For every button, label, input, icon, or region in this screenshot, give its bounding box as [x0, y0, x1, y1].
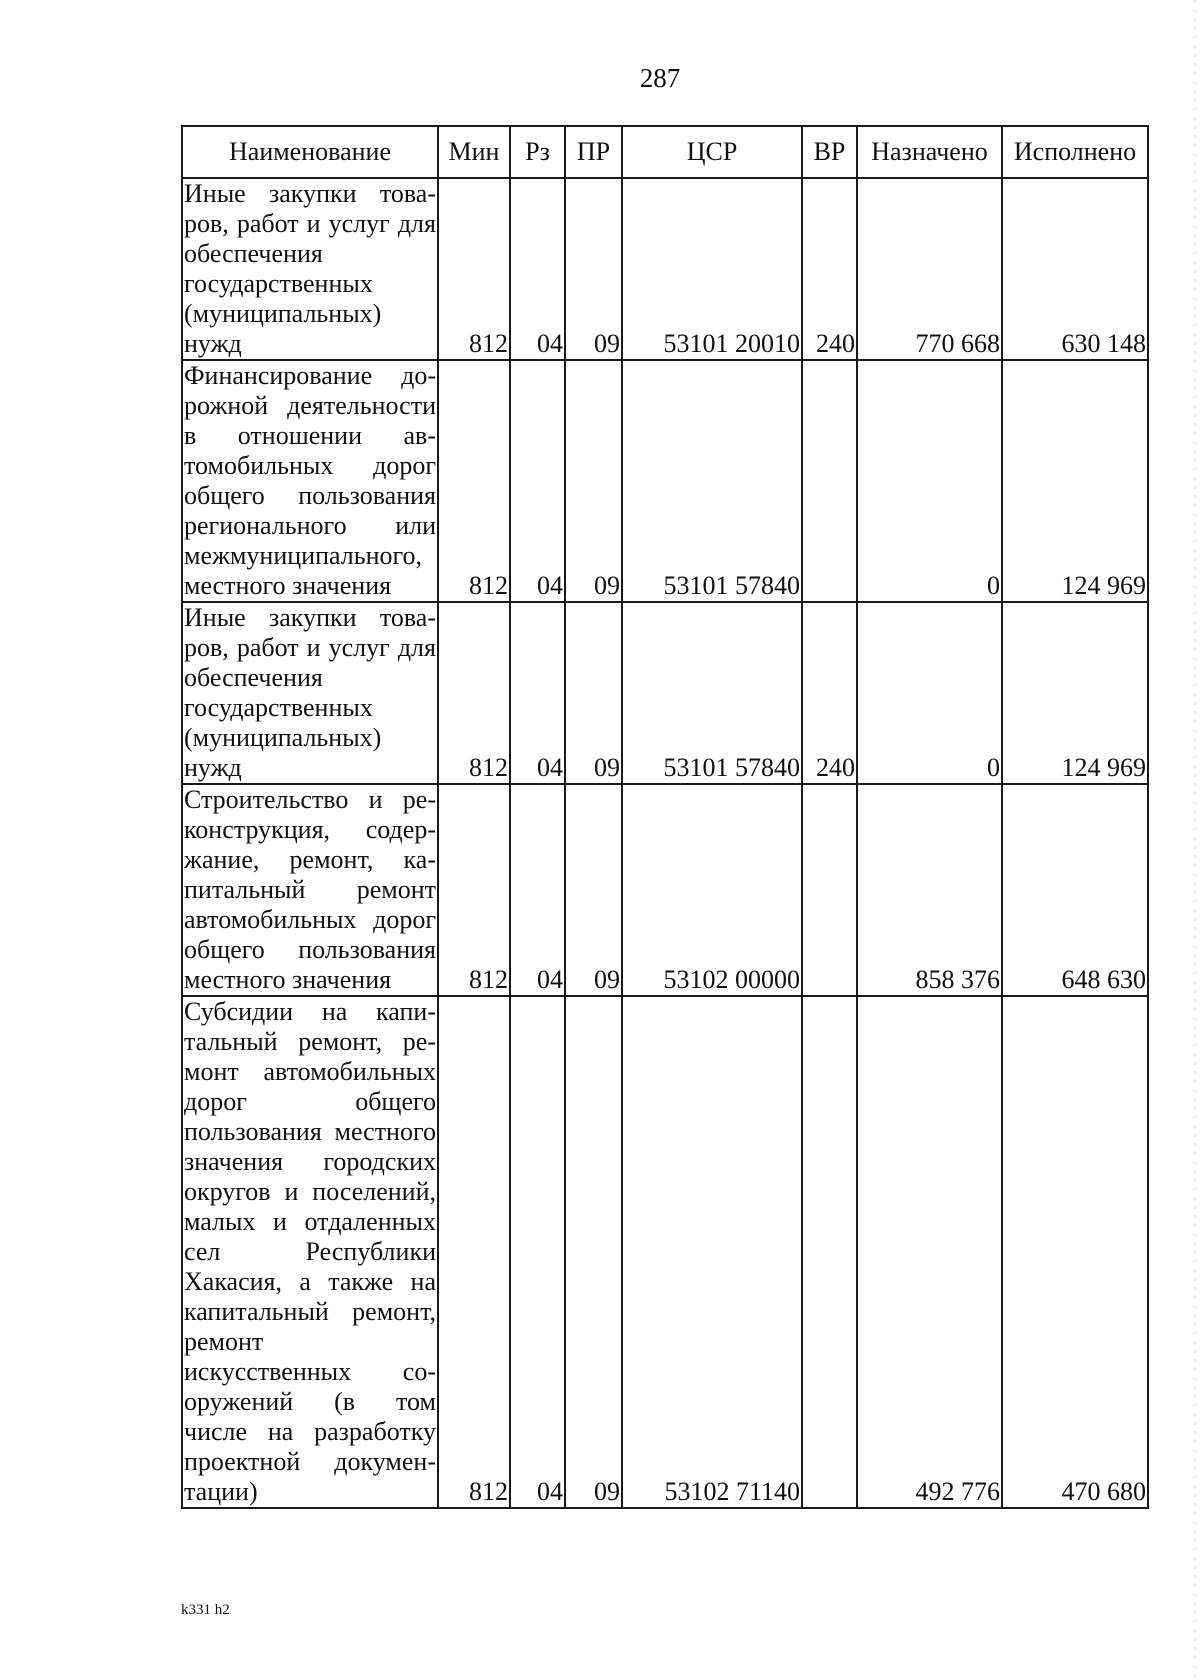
header-min: Мин: [438, 126, 510, 178]
row-assigned: 0: [857, 360, 1002, 602]
row-min: 812: [438, 602, 510, 784]
row-csr: 53102 71140: [622, 996, 802, 1508]
row-rz: 04: [510, 996, 565, 1508]
row-assigned: 770 668: [857, 178, 1002, 360]
row-vr: [802, 360, 857, 602]
row-assigned: 0: [857, 602, 1002, 784]
budget-execution-table: [181, 125, 1149, 1509]
row-pr: 09: [565, 178, 622, 360]
row-min: 812: [438, 996, 510, 1508]
row-pr: 09: [565, 602, 622, 784]
page-number: 287: [639, 63, 681, 93]
header-vr: ВР: [802, 126, 857, 178]
row-name: Финансирование дорожной деятельности в отношении автомобильных дорог общего пользования регионального или межмуниципального, местного значения: [184, 361, 436, 600]
row-name: Иные закупки товаров, работ и услуг для обеспечения государственных (муниципальных) нужд: [184, 179, 436, 358]
table-header-row: [182, 126, 1148, 178]
table-row: [182, 360, 1148, 602]
row-executed: 630 148: [1002, 178, 1148, 360]
table-row: [182, 996, 1148, 1508]
row-rz: 04: [510, 784, 565, 996]
row-csr: 53101 57840: [622, 360, 802, 602]
header-rz: Рз: [510, 126, 565, 178]
row-pr: 09: [565, 784, 622, 996]
header-assigned: Назначено: [857, 126, 1002, 178]
row-rz: 04: [510, 360, 565, 602]
row-vr: 240: [802, 178, 857, 360]
row-executed: 470 680: [1002, 996, 1148, 1508]
row-executed: 124 969: [1002, 360, 1148, 602]
row-name: Строительство и реконструкция, содержание, ремонт, капитальный ремонт автомобильных дорог общего пользования местного значения: [184, 785, 436, 994]
row-vr: 240: [802, 602, 857, 784]
header-name: Наименование: [182, 126, 438, 178]
row-min: 812: [438, 360, 510, 602]
header-csr: ЦСР: [622, 126, 802, 178]
row-rz: 04: [510, 178, 565, 360]
row-vr: [802, 996, 857, 1508]
row-pr: 09: [565, 360, 622, 602]
row-csr: 53102 00000: [622, 784, 802, 996]
header-pr: ПР: [565, 126, 622, 178]
row-csr: 53101 57840: [622, 602, 802, 784]
scan-edge-artifact: [1194, 0, 1196, 1680]
row-name: Иные закупки товаров, работ и услуг для обеспечения государственных (муниципальных) нужд: [184, 603, 436, 782]
row-min: 812: [438, 784, 510, 996]
row-pr: 09: [565, 996, 622, 1508]
table-row: [182, 178, 1148, 360]
row-assigned: 858 376: [857, 784, 1002, 996]
row-min: 812: [438, 178, 510, 360]
row-assigned: 492 776: [857, 996, 1002, 1508]
row-csr: 53101 20010: [622, 178, 802, 360]
row-name: Субсидии на капитальный ремонт, ремонт автомобильных дорог общего пользования местного значения городских округов и поселений, малых и отдаленных сел Республики Хакасия, а также на капитальный ремонт, ремонт искусственных сооружений (в том числе на разработку проектной документации): [184, 997, 436, 1506]
footer-code: k331 h2: [181, 1602, 230, 1618]
row-vr: [802, 784, 857, 996]
row-rz: 04: [510, 602, 565, 784]
row-executed: 124 969: [1002, 602, 1148, 784]
row-executed: 648 630: [1002, 784, 1148, 996]
table-row: [182, 602, 1148, 784]
table-row: [182, 784, 1148, 996]
header-executed: Исполнено: [1002, 126, 1148, 178]
